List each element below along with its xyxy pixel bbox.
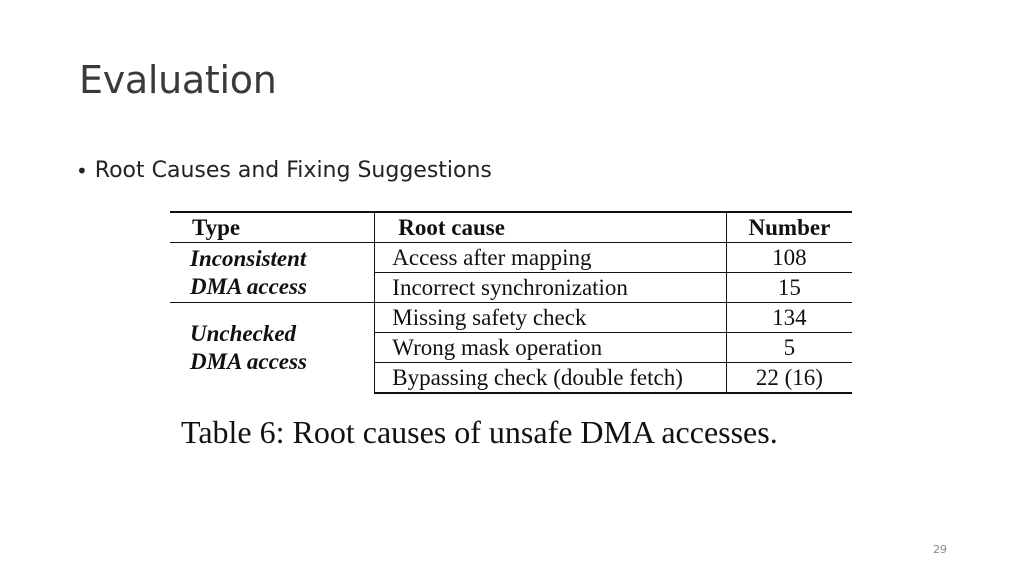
root-cause-cell: Missing safety check bbox=[375, 303, 727, 333]
bullet-text: Root Causes and Fixing Suggestions bbox=[94, 158, 492, 183]
root-cause-cell: Access after mapping bbox=[375, 243, 727, 273]
type-cell-inconsistent bbox=[170, 243, 375, 303]
table-row bbox=[170, 243, 852, 273]
page-number: 29 bbox=[933, 543, 947, 556]
type-line: DMA access bbox=[190, 273, 307, 299]
type-cell-unchecked bbox=[170, 303, 375, 394]
number-cell: 5 bbox=[726, 333, 852, 363]
bullet-icon: • bbox=[76, 158, 88, 183]
root-cause-cell: Incorrect synchronization bbox=[375, 273, 727, 303]
number-cell: 108 bbox=[726, 243, 852, 273]
bullet-item bbox=[76, 158, 492, 183]
root-causes-table-container bbox=[170, 211, 852, 394]
table-header-row bbox=[170, 212, 852, 243]
type-line: DMA access bbox=[190, 349, 307, 374]
header-root-cause: Root cause bbox=[375, 212, 727, 243]
type-line: Unchecked bbox=[190, 321, 297, 346]
header-type: Type bbox=[170, 212, 375, 243]
root-cause-cell: Bypassing check (double fetch) bbox=[375, 363, 727, 394]
number-cell: 15 bbox=[726, 273, 852, 303]
number-cell: 134 bbox=[726, 303, 852, 333]
type-line: Inconsistent bbox=[190, 245, 307, 271]
root-cause-cell: Wrong mask operation bbox=[375, 333, 727, 363]
slide-title: Evaluation bbox=[79, 58, 277, 102]
table-caption: Table 6: Root causes of unsafe DMA accesses. bbox=[181, 414, 778, 450]
table-row bbox=[170, 303, 852, 333]
header-number: Number bbox=[726, 212, 852, 243]
root-causes-table bbox=[170, 211, 852, 394]
number-cell: 22 (16) bbox=[726, 363, 852, 394]
